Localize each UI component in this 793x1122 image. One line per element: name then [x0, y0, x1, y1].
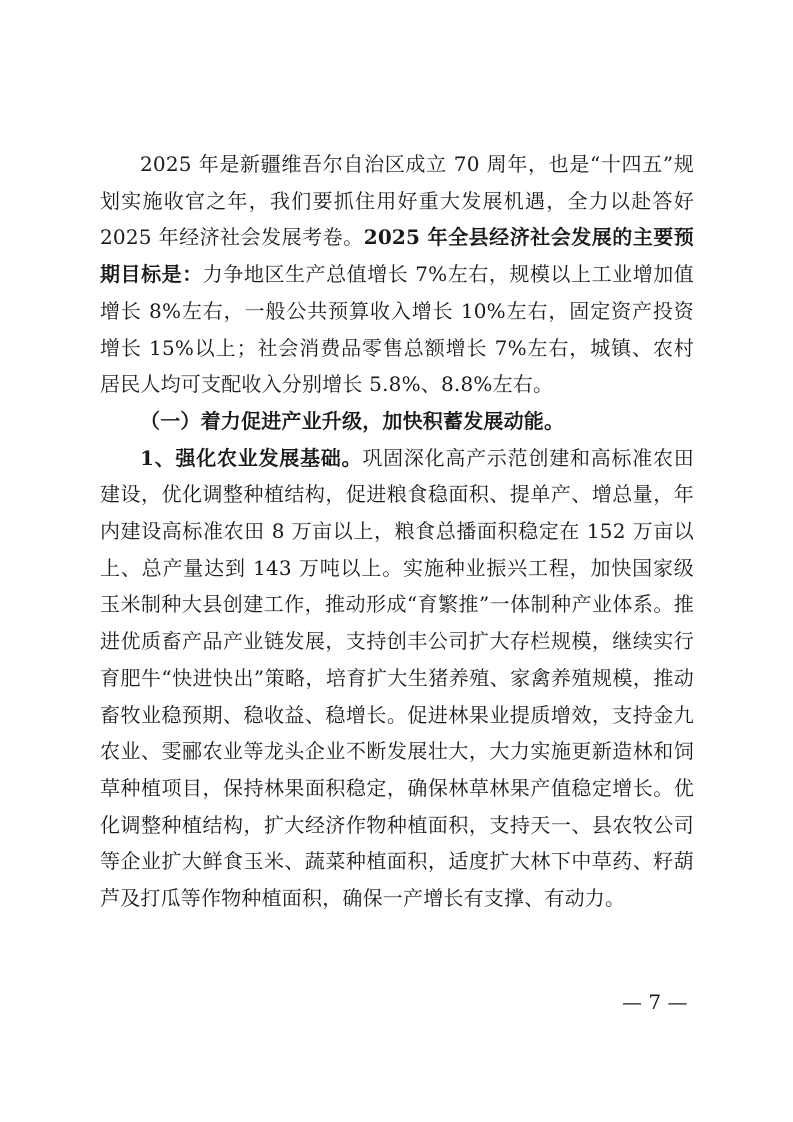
page-number: — 7 — — [622, 990, 688, 1014]
item1-paragraph — [100, 440, 694, 917]
item1-label: 1、强化农业发展基础。 — [140, 445, 363, 470]
targets-lead: 2025 年全县经济社会发展的主要预期目标是： — [100, 225, 694, 287]
targets-text: 力争地区生产总值增长 7%左右，规模以上工业增加值增长 8%左右，一般公共预算收入增长 10%左右，固定资产投资增长 15%以上；社会消费品零售总额增长 7%左右，城镇、农村居民人均可支配收入分别增长 5.8%、8.8%左右。 — [100, 262, 695, 397]
item1-text: 巩固深化高产示范创建和高标准农田建设，优化调整种植结构，促进粮食稳面积、提单产、增总量，年内建设高标准农田 8 万亩以上，粮食总播面积稳定在 152 万亩以上、总产量达到 143 万吨以上。实施种业振兴工程，加快国家级玉米制种大县创建工作，推动形成“育繁推”一体制种产业体系。推进优质畜产品产业链发展，支持创丰公司扩大存栏规模，继续实行育肥牛“快进快出”策略，培育扩大生猪养殖、家禽养殖规模，推动畜牧业稳预期、稳收益、稳增长。促进林果业提质增效，支持金九农业、雯郦农业等龙头企业不断发展壮大，大力实施更新造林和饲草种植项目，保持林果面积稳定，确保林草林果产值稳定增长。优化调整种植结构，扩大经济作物种植面积，支持天一、县农牧公司等企业扩大鲜食玉米、蔬菜种植面积，适度扩大林下中草药、籽葫芦及打瓜等作物种植面积，确保一产增长有支撑、有动力。 — [100, 445, 694, 911]
intro-paragraph — [100, 146, 694, 403]
section-heading: （一）着力促进产业升级，加快积蓄发展动能。 — [140, 408, 565, 433]
body-text — [100, 146, 694, 917]
intro-text: 2025 年是新疆维吾尔自治区成立 70 周年，也是“十四五”规划实施收官之年，我们要抓住用好重大发展机遇，全力以赴答好 2025 年经济社会发展考卷。 — [100, 152, 694, 250]
